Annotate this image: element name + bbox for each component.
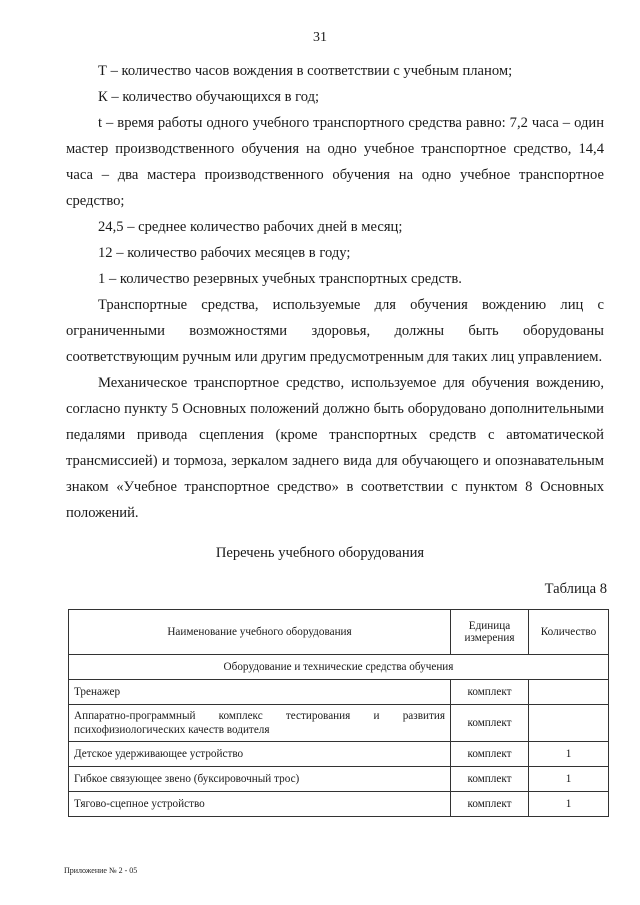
- page-number: 31: [313, 30, 327, 45]
- paragraph-disabilities: Транспортные средства, используемые для обучения вождению лиц с ограниченными возможностями здоровья, должны быть оборудованы соответствующим ручным или другим предусмотренным для таких лиц управлением.: [66, 297, 604, 365]
- cell-quantity: [529, 680, 609, 705]
- section-title: Оборудование и технические средства обучения: [69, 655, 609, 680]
- paragraph-time: t – время работы одного учебного транспортного средства равно: 7,2 часа – один мастер производственного обучения на одно учебное транспортное средство, 14,4 часа – два мастера производственного обучения на одно учебное транспортное средство;: [66, 115, 604, 209]
- cell-unit: комплект: [451, 705, 529, 742]
- body-text: [66, 58, 604, 526]
- cell-name: Аппаратно-программный комплекс тестирования и развития психофизиологических качеств водителя: [69, 705, 451, 742]
- paragraph-k: К – количество обучающихся в год;: [98, 89, 320, 105]
- cell-unit: комплект: [451, 742, 529, 767]
- paragraph-mechanical: Механическое транспортное средство, используемое для обучения вождению, согласно пункту 5 Основных положений должно быть оборудовано дополнительными педалями привода сцепления (кроме транспортных средств с автоматической трансмиссией) и тормоза, зеркалом заднего вида для обучающего и опознавательным знаком «Учебное транспортное средство» в соответствии с пунктом 8 Основных положений.: [66, 375, 604, 521]
- table-row: [69, 705, 609, 742]
- paragraph-days: 24,5 – среднее количество рабочих дней в месяц;: [98, 219, 403, 235]
- cell-quantity: 1: [529, 767, 609, 792]
- cell-name: Гибкое связующее звено (буксировочный трос): [69, 767, 451, 792]
- header-name: Наименование учебного оборудования: [69, 610, 451, 655]
- table-header-row: [69, 610, 609, 655]
- table-row: [69, 792, 609, 817]
- table-label: Таблица 8: [544, 581, 607, 597]
- cell-quantity: 1: [529, 792, 609, 817]
- header-unit: Единица измерения: [451, 610, 529, 655]
- cell-name: Тягово-сцепное устройство: [69, 792, 451, 817]
- cell-name: Тренажер: [69, 680, 451, 705]
- table-caption: Перечень учебного оборудования: [215, 545, 425, 561]
- table-section-row: [69, 655, 609, 680]
- cell-name: Детское удерживающее устройство: [69, 742, 451, 767]
- equipment-table: [68, 609, 609, 817]
- paragraph-reserve: 1 – количество резервных учебных транспортных средств.: [98, 271, 462, 287]
- cell-quantity: [529, 705, 609, 742]
- table-row: [69, 680, 609, 705]
- header-quantity: Количество: [529, 610, 609, 655]
- table-row: [69, 742, 609, 767]
- cell-quantity: 1: [529, 742, 609, 767]
- paragraph-months: 12 – количество рабочих месяцев в году;: [98, 245, 351, 261]
- table-row: [69, 767, 609, 792]
- cell-unit: комплект: [451, 792, 529, 817]
- cell-unit: комплект: [451, 680, 529, 705]
- cell-unit: комплект: [451, 767, 529, 792]
- paragraph-t: Т – количество часов вождения в соответствии с учебным планом;: [98, 63, 513, 79]
- page-footer: Приложение № 2 - 05: [64, 866, 138, 875]
